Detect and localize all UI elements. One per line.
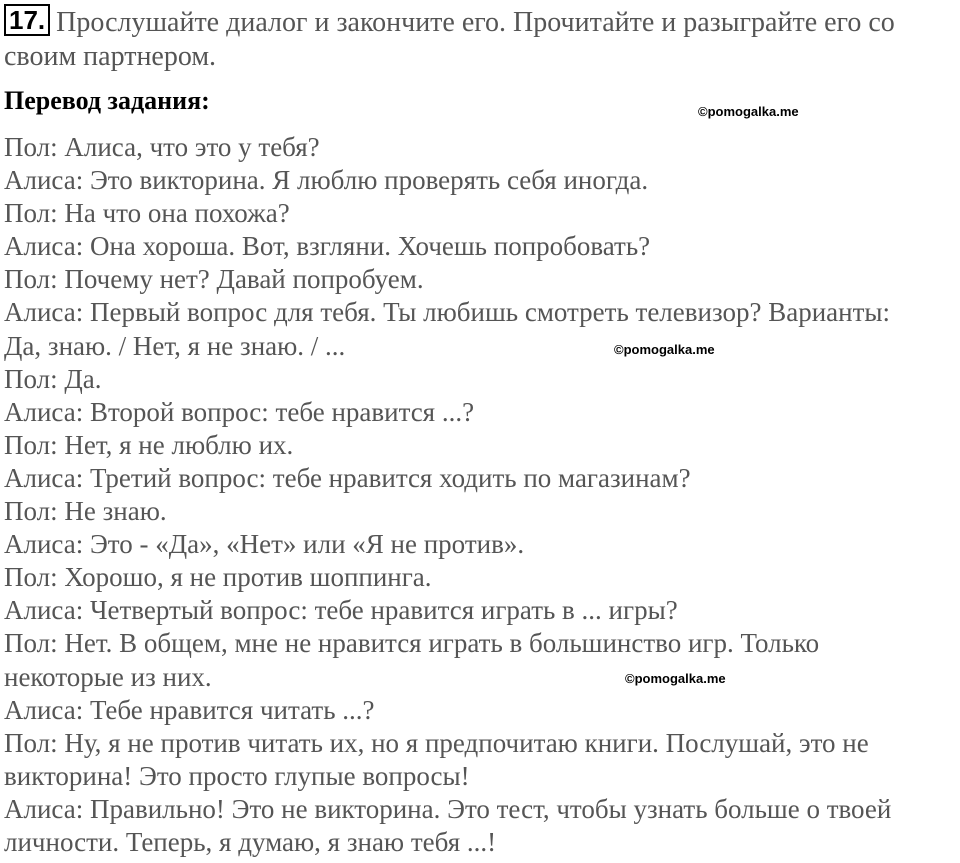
dialog-line: личности. Теперь, я думаю, я знаю тебя ...! bbox=[4, 826, 497, 857]
task-header bbox=[4, 4, 954, 74]
dialog-line: Пол: Нет. В общем, мне не нравится играть в большинство игр. Только bbox=[4, 628, 820, 659]
task-number-badge: 17. bbox=[4, 4, 50, 36]
dialog-line: Пол: Да. bbox=[4, 363, 102, 394]
watermark: ©pomogalka.me bbox=[698, 104, 799, 119]
watermark: ©pomogalka.me bbox=[614, 342, 715, 357]
dialog-line: Алиса: Это - «Да», «Нет» или «Я не против». bbox=[4, 529, 525, 560]
dialog-text bbox=[4, 131, 959, 859]
dialog-line: Алиса: Она хороша. Вот, взгляни. Хочешь попробовать? bbox=[4, 231, 651, 262]
dialog-line: Пол: Не знаю. bbox=[4, 496, 167, 527]
dialog-line: Алиса: Первый вопрос для тебя. Ты любишь смотреть телевизор? Варианты: bbox=[4, 297, 891, 328]
task-instruction-line2: своим партнером. bbox=[4, 41, 217, 72]
dialog-line: Пол: На что она похожа? bbox=[4, 198, 290, 229]
dialog-line: Да, знаю. / Нет, я не знаю. / ... bbox=[4, 330, 346, 361]
task-instruction-line1: Прослушайте диалог и закончите его. Прочитайте и разыграйте его со bbox=[56, 7, 895, 38]
dialog-line: Алиса: Третий вопрос: тебе нравится ходить по магазинам? bbox=[4, 462, 691, 493]
dialog-line: Алиса: Четвертый вопрос: тебе нравится играть в ... игры? bbox=[4, 595, 678, 626]
dialog-line: Алиса: Тебе нравится читать ...? bbox=[4, 694, 375, 725]
dialog-line: Пол: Алиса, что это у тебя? bbox=[4, 132, 320, 162]
dialog-line: Алиса: Это викторина. Я люблю проверять себя иногда. bbox=[4, 165, 649, 196]
dialog-line: викторина! Это просто глупые вопросы! bbox=[4, 760, 470, 791]
dialog-line: некоторые из них. bbox=[4, 661, 212, 692]
watermark: ©pomogalka.me bbox=[625, 671, 726, 686]
dialog-line: Пол: Почему нет? Давай попробуем. bbox=[4, 264, 424, 295]
dialog-line: Пол: Нет, я не люблю их. bbox=[4, 429, 294, 460]
translation-heading: Перевод задания: bbox=[4, 86, 210, 115]
dialog-line: Пол: Ну, я не против читать их, но я предпочитаю книги. Послушай, это не bbox=[4, 727, 869, 758]
dialog-line: Алиса: Правильно! Это не викторина. Это тест, чтобы узнать больше о твоей bbox=[4, 793, 892, 824]
dialog-line: Алиса: Второй вопрос: тебе нравится ...? bbox=[4, 396, 475, 427]
dialog-line: Пол: Хорошо, я не против шоппинга. bbox=[4, 562, 432, 593]
